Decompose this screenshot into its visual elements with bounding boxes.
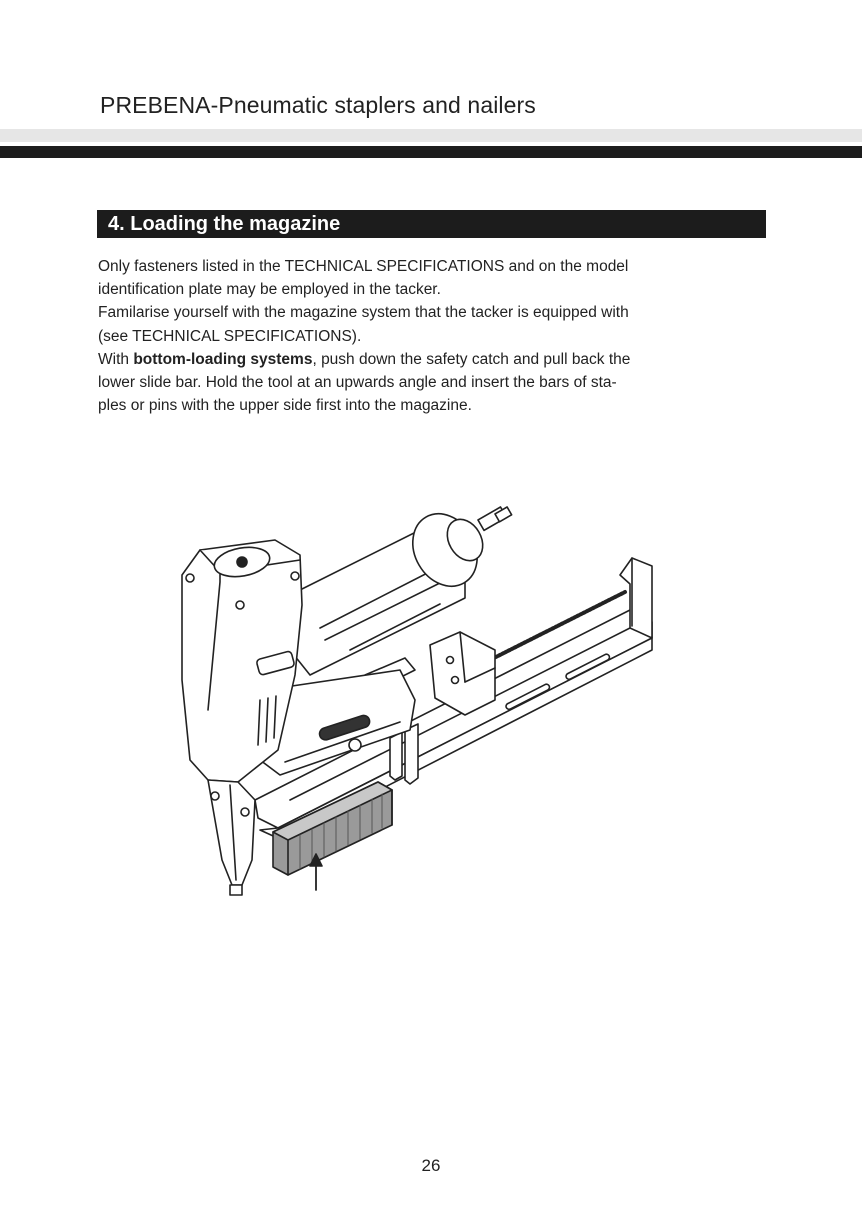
stapler-illustration [160, 500, 680, 910]
paragraph-fasteners [98, 255, 778, 301]
paragraph-line: , push down the safety catch and pull back the [312, 350, 631, 368]
document-header-title: PREBENA-Pneumatic staplers and nailers [100, 92, 536, 118]
paragraph-line: lower slide bar. Hold the tool at an upwards angle and insert the bars of sta- [98, 374, 617, 392]
page-number: 26 [421, 1156, 441, 1175]
paragraph-bottom-loading [98, 348, 778, 418]
header-rule-dark [0, 146, 862, 158]
body-text [98, 255, 778, 417]
paragraph-line: ples or pins with the upper side first into the magazine. [98, 397, 472, 415]
section-title: 4. Loading the magazine [108, 213, 341, 235]
section-heading-bar [97, 210, 766, 238]
pusher-bracket [430, 632, 495, 715]
header-rule-light [0, 129, 862, 142]
paragraph-magazine-system [98, 301, 778, 347]
tool-nose [208, 780, 255, 895]
paragraph-lead: With [98, 350, 129, 368]
paragraph-line: identification plate may be employed in the tacker. [98, 281, 441, 299]
bold-term: bottom-loading systems [133, 350, 313, 368]
paragraph-line: Familarise yourself with the magazine system that the tacker is equipped with [98, 304, 629, 322]
paragraph-line: Only fasteners listed in the TECHNICAL SPECIFICATIONS and on the model [98, 258, 629, 275]
paragraph-line: (see TECHNICAL SPECIFICATIONS). [98, 327, 362, 345]
